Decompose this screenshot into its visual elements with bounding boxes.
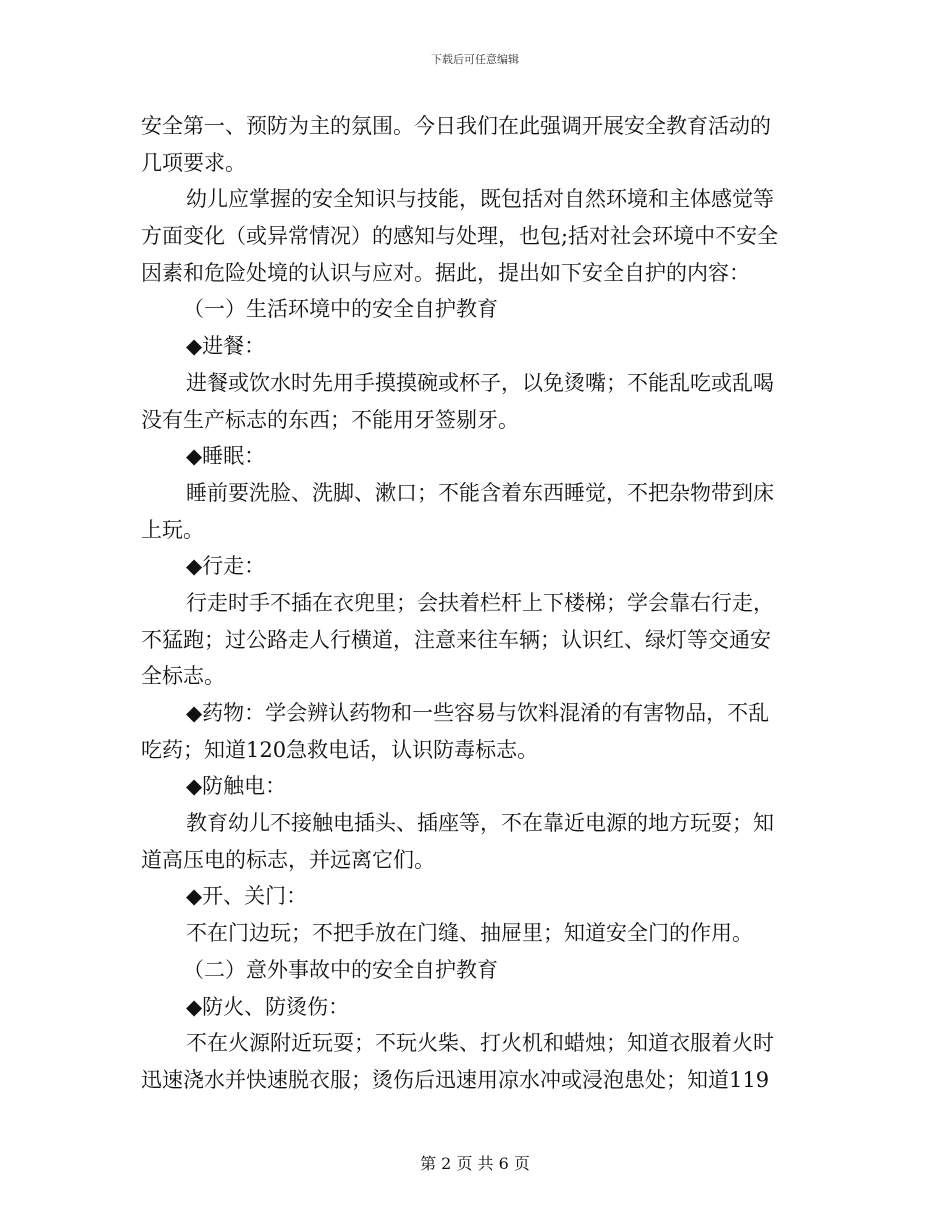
subheading-walking: ◆行走： — [186, 554, 266, 579]
subheading-electric-shock: ◆防触电： — [186, 774, 287, 799]
paragraph-line: 上玩。 — [141, 517, 204, 542]
paragraph-line: 幼儿应掌握的安全知识与技能，既包括对自然环境和主体感觉等 — [186, 187, 774, 212]
subheading-medicine: ◆药物：学会辨认药物和一些容易与饮料混淆的有害物品，不乱 — [186, 701, 770, 725]
document-body — [141, 108, 809, 1099]
subheading-doors: ◆开、关门： — [186, 884, 308, 909]
paragraph-line: 全标志。 — [141, 664, 225, 689]
subheading-meal: ◆进餐： — [186, 334, 266, 359]
paragraph-line: 吃药；知道120急救电话，认识防毒标志。 — [141, 737, 539, 762]
paragraph-line: 不猛跑；过公路走人行横道，注意来往车辆；认识红、绿灯等交通安 — [141, 627, 771, 652]
section-heading-2: （二）意外事故中的安全自护教育 — [183, 957, 498, 982]
subheading-fire-burns: ◆防火、防烫伤： — [186, 994, 350, 1019]
paragraph-line: 道高压电的标志，并远离它们。 — [141, 847, 435, 872]
paragraph-line: 没有生产标志的东西；不能用牙签剔牙。 — [141, 407, 519, 432]
paragraph-line: 安全第一、预防为主的氛围。今日我们在此强调开展安全教育活动的 — [141, 114, 771, 138]
paragraph-line: 几项要求。 — [141, 150, 246, 175]
paragraph-line: 进餐或饮水时先用手摸摸碗或杯子，以免烫嘴；不能乱吃或乱喝 — [186, 370, 774, 395]
subheading-sleep: ◆睡眠： — [186, 444, 266, 469]
paragraph-line: 因素和危险处境的认识与应对。据此，提出如下安全自护的内容： — [141, 260, 750, 285]
paragraph-line: 教育幼儿不接触电插头、插座等，不在靠近电源的地方玩耍；知 — [186, 811, 774, 836]
section-heading-1: （一）生活环境中的安全自护教育 — [183, 297, 498, 322]
paragraph-line: 迅速浇水并快速脱衣服；烫伤后迅速用凉水冲或浸泡患处；知道119 — [141, 1067, 770, 1092]
paragraph-line: 行走时手不插在衣兜里；会扶着栏杆上下楼梯；学会靠右行走， — [186, 590, 774, 615]
paragraph-line: 不在门边玩；不把手放在门缝、抽屉里；知道安全门的作用。 — [186, 921, 753, 946]
page-header-note: 下载后可任意编辑 — [431, 53, 519, 66]
page-number: 第 2 页 共 6 页 — [420, 1154, 530, 1173]
paragraph-line: 方面变化（或异常情况）的感知与处理，也包;括对社会环境中不安全 — [141, 224, 779, 249]
paragraph-line: 睡前要洗脸、洗脚、漱口；不能含着东西睡觉，不把杂物带到床 — [186, 480, 774, 505]
paragraph-line: 不在火源附近玩耍；不玩火柴、打火机和蜡烛；知道衣服着火时 — [186, 1031, 774, 1056]
